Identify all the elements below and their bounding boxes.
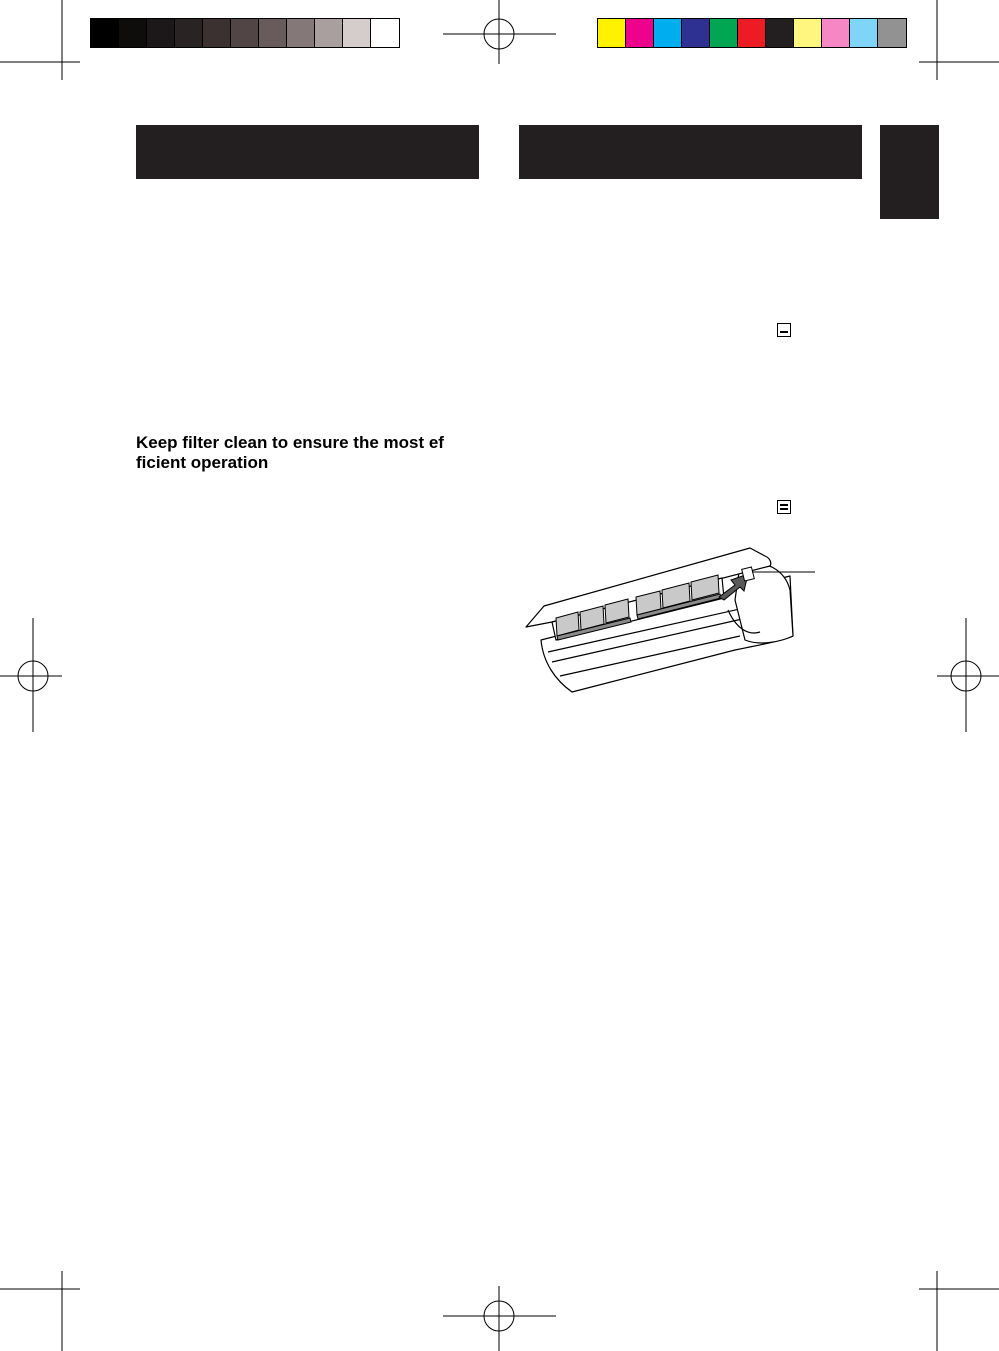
note-line-2: ficient operation bbox=[136, 453, 269, 472]
note-line-1: Keep filter clean to ensure the most ef bbox=[136, 433, 444, 452]
